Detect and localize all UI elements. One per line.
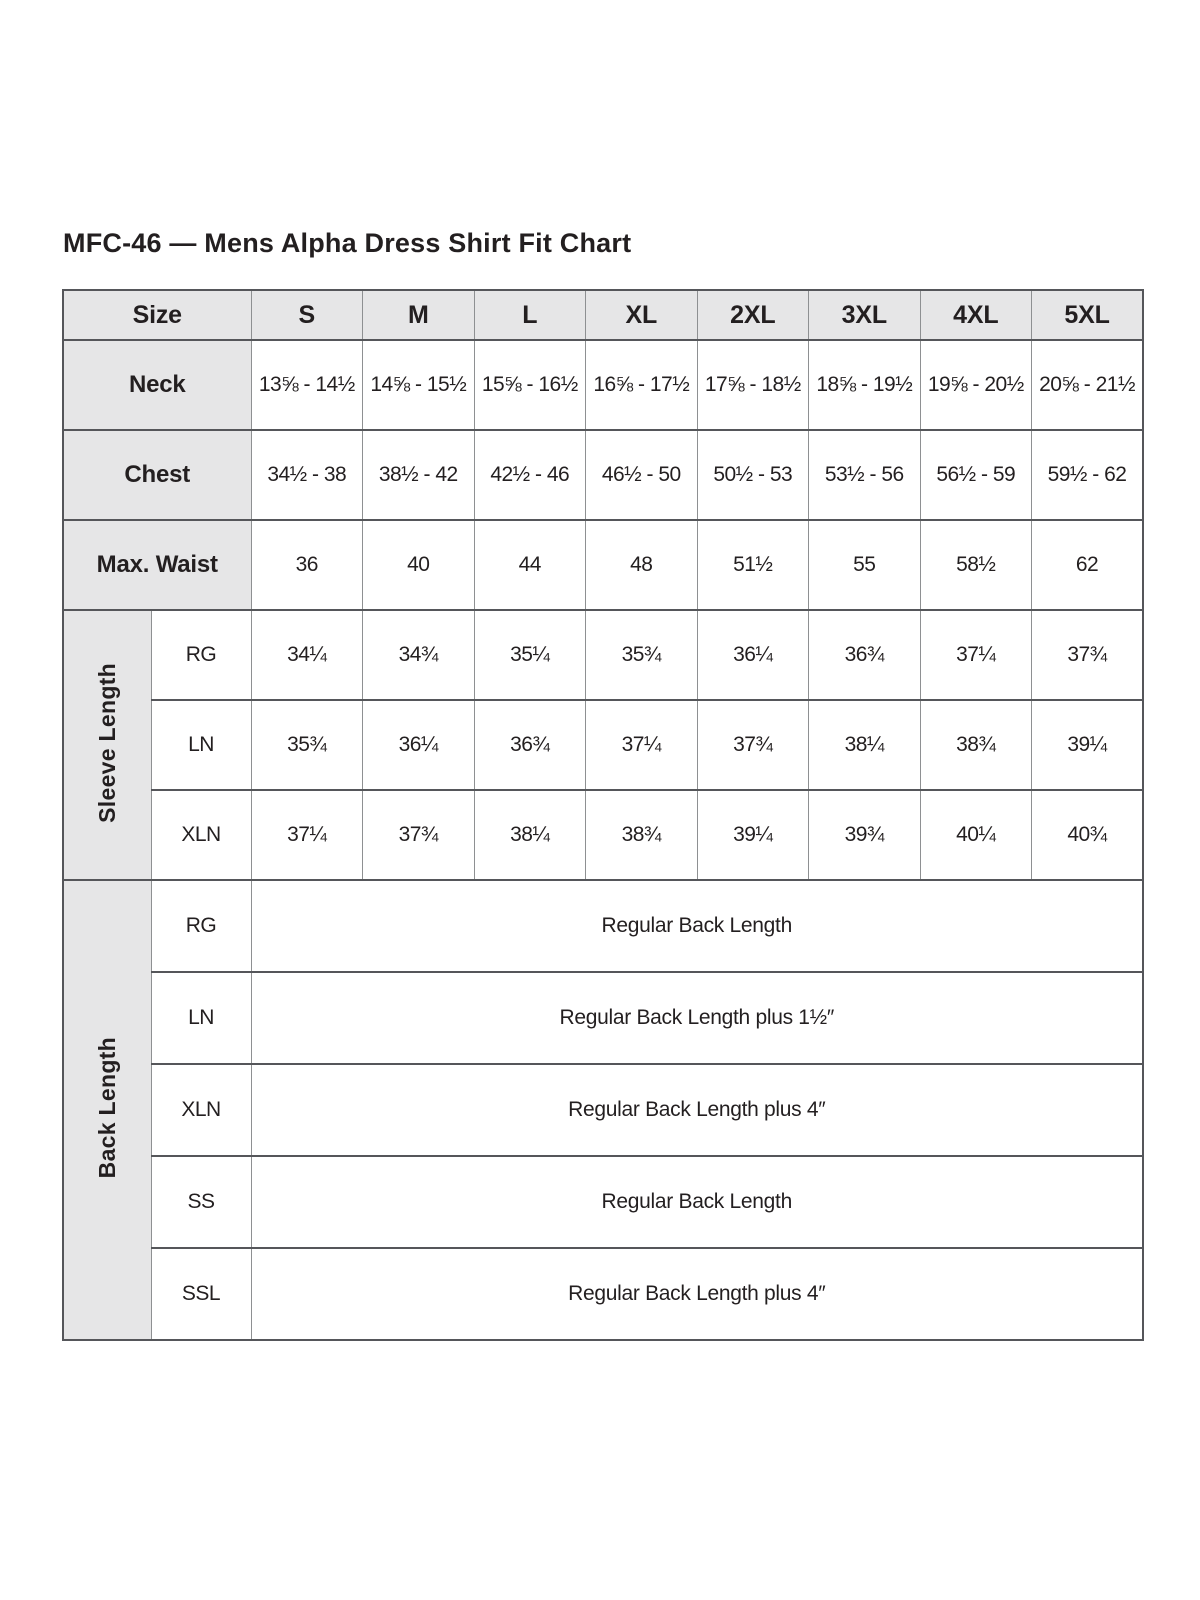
sleeve-value-cell: 35¾ [251, 700, 363, 790]
max-waist-value-cell: 51½ [697, 520, 809, 610]
back-text-cell: Regular Back Length plus 1½″ [251, 972, 1143, 1064]
sleeve-value-cell: 38¼ [474, 790, 586, 880]
chest-value-cell: 53½ - 56 [809, 430, 921, 520]
sleeve-value-cell: 39¼ [697, 790, 809, 880]
size-header-cell: Size [63, 290, 251, 340]
neck-value-cell: 15⅝ - 16½ [474, 340, 586, 430]
neck-value-cell: 13⅝ - 14½ [251, 340, 363, 430]
size-col-header-xl: XL [586, 290, 698, 340]
back-code-cell: LN [151, 972, 251, 1064]
sleeve-code-cell: LN [151, 700, 251, 790]
chest-value-cell: 46½ - 50 [586, 430, 698, 520]
sleeve-value-cell: 38¼ [809, 700, 921, 790]
chest-value-cell: 42½ - 46 [474, 430, 586, 520]
sleeve-value-cell: 36¼ [697, 610, 809, 700]
sleeve-value-cell: 35¾ [586, 610, 698, 700]
size-col-header-3xl: 3XL [809, 290, 921, 340]
size-col-header-2xl: 2XL [697, 290, 809, 340]
fit-chart-table [62, 289, 1144, 1341]
size-col-header-l: L [474, 290, 586, 340]
sleeve-value-cell: 39¼ [1032, 700, 1144, 790]
sleeve-value-cell: 36¾ [474, 700, 586, 790]
max-waist-value-cell: 36 [251, 520, 363, 610]
neck-value-cell: 20⅝ - 21½ [1032, 340, 1144, 430]
measure-label-cell: Max. Waist [63, 520, 251, 610]
back-text-cell: Regular Back Length [251, 880, 1143, 972]
back-ln-row [63, 972, 1143, 1064]
back-code-cell: SSL [151, 1248, 251, 1340]
sleeve-value-cell: 37¼ [920, 610, 1032, 700]
sleeve-value-cell: 40¼ [920, 790, 1032, 880]
max-waist-row [63, 520, 1143, 610]
back-code-cell: XLN [151, 1064, 251, 1156]
neck-row [63, 340, 1143, 430]
page-title: MFC-46 — Mens Alpha Dress Shirt Fit Chart [63, 228, 632, 258]
sleeve-value-cell: 37¾ [697, 700, 809, 790]
chest-row [63, 430, 1143, 520]
measure-label-cell: Chest [63, 430, 251, 520]
sleeve-code-cell: XLN [151, 790, 251, 880]
back-ss-row [63, 1156, 1143, 1248]
max-waist-value-cell: 55 [809, 520, 921, 610]
sleeve-ln-row [63, 700, 1143, 790]
back-code-cell: RG [151, 880, 251, 972]
sleeve-value-cell: 34¼ [251, 610, 363, 700]
sleeve-value-cell: 37¼ [251, 790, 363, 880]
back-length-label-text: Back Length [93, 1036, 120, 1179]
neck-value-cell: 19⅝ - 20½ [920, 340, 1032, 430]
back-code-cell: SS [151, 1156, 251, 1248]
sleeve-length-vertical-label [63, 610, 151, 880]
max-waist-value-cell: 40 [363, 520, 475, 610]
chest-value-cell: 56½ - 59 [920, 430, 1032, 520]
neck-value-cell: 16⅝ - 17½ [586, 340, 698, 430]
max-waist-value-cell: 58½ [920, 520, 1032, 610]
sleeve-value-cell: 36¾ [809, 610, 921, 700]
sleeve-xln-row [63, 790, 1143, 880]
max-waist-value-cell: 48 [586, 520, 698, 610]
neck-value-cell: 18⅝ - 19½ [809, 340, 921, 430]
size-col-header-5xl: 5XL [1032, 290, 1144, 340]
max-waist-value-cell: 44 [474, 520, 586, 610]
sleeve-value-cell: 35¼ [474, 610, 586, 700]
sleeve-value-cell: 38¾ [920, 700, 1032, 790]
chest-value-cell: 34½ - 38 [251, 430, 363, 520]
max-waist-value-cell: 62 [1032, 520, 1144, 610]
sleeve-value-cell: 38¾ [586, 790, 698, 880]
chest-value-cell: 59½ - 62 [1032, 430, 1144, 520]
measure-label-cell: Neck [63, 340, 251, 430]
neck-value-cell: 17⅝ - 18½ [697, 340, 809, 430]
back-xln-row [63, 1064, 1143, 1156]
sleeve-value-cell: 37¾ [1032, 610, 1144, 700]
table-header-row [63, 290, 1143, 340]
sleeve-value-cell: 39¾ [809, 790, 921, 880]
back-ssl-row [63, 1248, 1143, 1340]
sleeve-rg-row [63, 610, 1143, 700]
back-text-cell: Regular Back Length [251, 1156, 1143, 1248]
chest-value-cell: 38½ - 42 [363, 430, 475, 520]
chest-value-cell: 50½ - 53 [697, 430, 809, 520]
back-rg-row [63, 880, 1143, 972]
neck-value-cell: 14⅝ - 15½ [363, 340, 475, 430]
sleeve-value-cell: 37¾ [363, 790, 475, 880]
sleeve-value-cell: 34¾ [363, 610, 475, 700]
size-col-header-s: S [251, 290, 363, 340]
sleeve-value-cell: 37¼ [586, 700, 698, 790]
size-col-header-4xl: 4XL [920, 290, 1032, 340]
back-text-cell: Regular Back Length plus 4″ [251, 1064, 1143, 1156]
sleeve-length-label-text: Sleeve Length [93, 662, 120, 823]
sleeve-code-cell: RG [151, 610, 251, 700]
back-text-cell: Regular Back Length plus 4″ [251, 1248, 1143, 1340]
size-col-header-m: M [363, 290, 475, 340]
sleeve-value-cell: 36¼ [363, 700, 475, 790]
sleeve-value-cell: 40¾ [1032, 790, 1144, 880]
back-length-vertical-label [63, 880, 151, 1340]
